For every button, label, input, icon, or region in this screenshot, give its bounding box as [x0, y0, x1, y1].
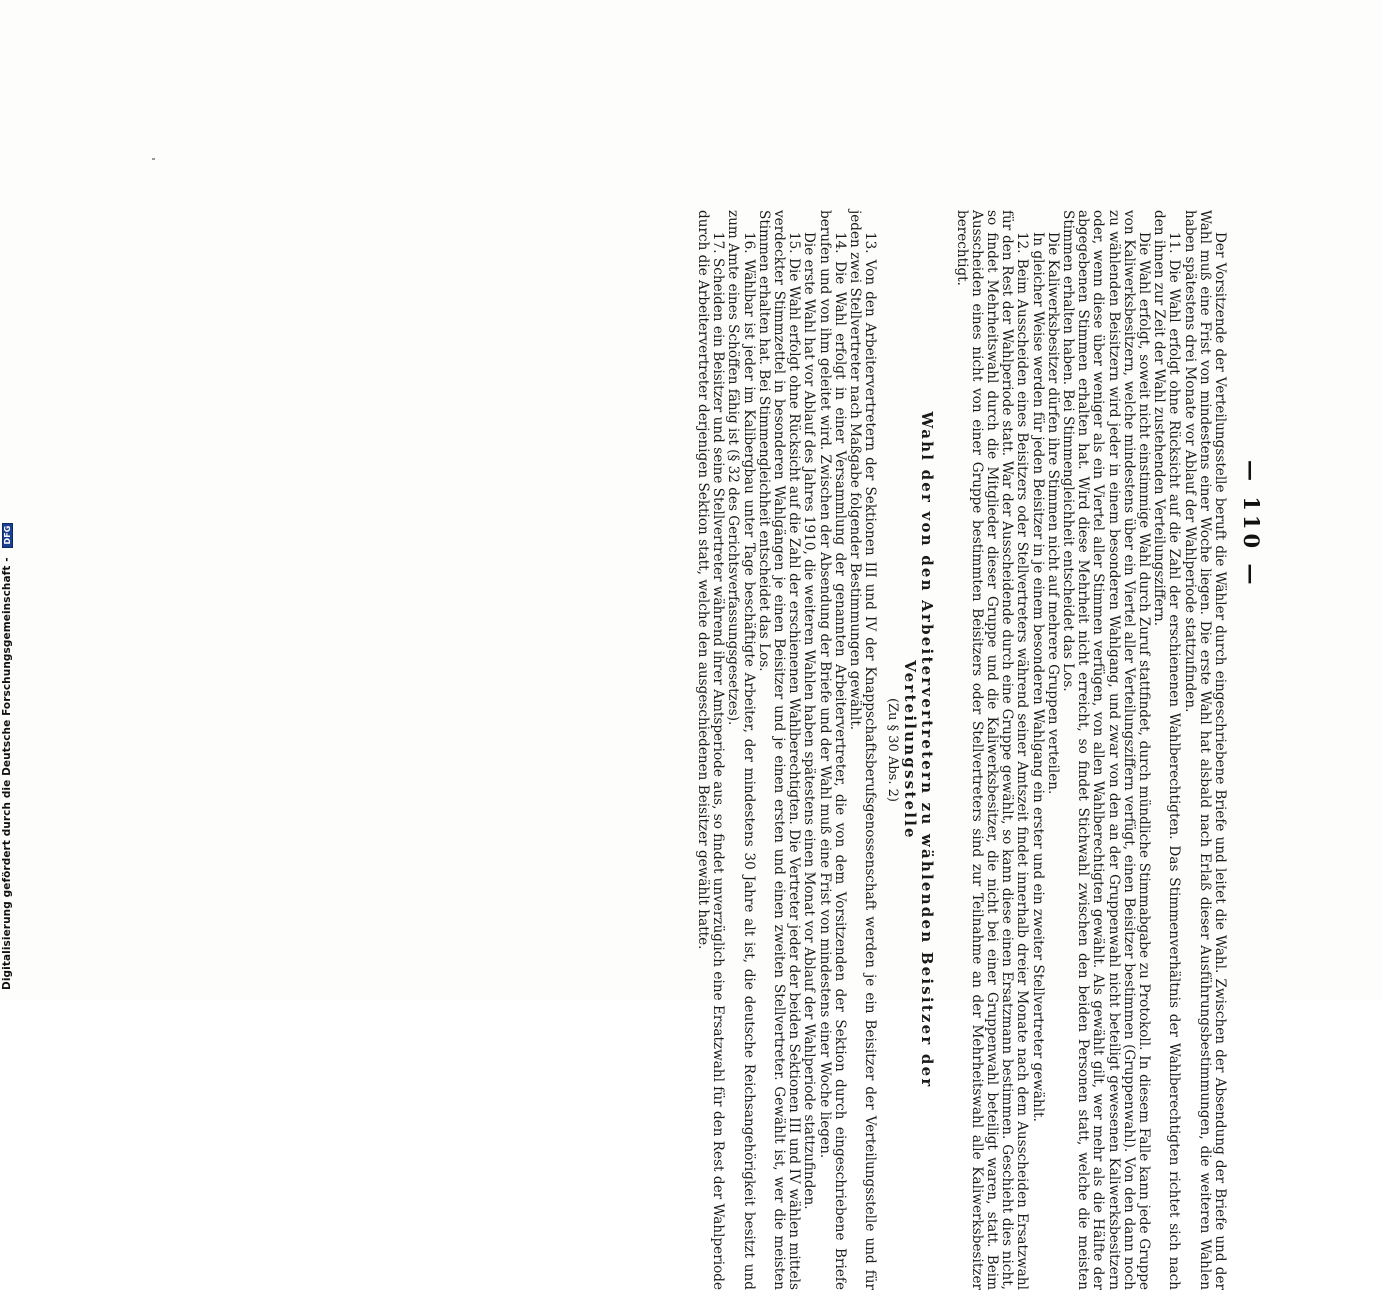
page-number: — 110 — [1239, 460, 1264, 589]
paragraph: 13. Von den Arbeitervertretern der Sektionen III und IV der Knappschaftsberufsgenossenschaft werden je ein Beisitzer der Verteilungsstelle und für jeden zwei Stellvertreter nach Maßgabe folgender Bestimmungen gewählt. [846, 210, 879, 1290]
paragraph: 15. Die Wahl erfolgt ohne Rücksicht auf die Zahl der erschienenen Wahlberechtigten. Die Vertreter jeder der beiden Sektionen III und IV wählen mittels verdeckter Stimmzettel in besonderen Wahlgängen je einen Beisitzer und je einen ersten und einen zweiten Stellvertreter. Gewählt ist, wer die meisten Stimmen erhalten hat. Bei Stimmengleichheit entscheidet das Los. [755, 210, 803, 1290]
rotated-page [135, 150, 1265, 1290]
paragraph: In gleicher Weise werden für jeden Beisitzer in je einem besonderen Wahlgang ein erster und ein zweiter Stellvertreter gewählt. [1029, 232, 1046, 1122]
paragraph: 14. Die Wahl erfolgt in einer Versammlung der genannten Arbeitervertreter, die von dem Vorsitzenden der Sektion durch eingeschriebene Briefe berufen und von ihm geleitet wird. Zwischen der Absendung der Briefe und der Wahl muß eine Frist von mindestens einer Woche liegen. [816, 210, 848, 1290]
dfg-logo: DFG [2, 523, 13, 548]
text-column [695, 210, 1227, 1290]
paragraph: Die erste Wahl hat vor Ablauf des Jahres 1910, die weiteren Wahlen haben spätestens einen Monat vor Ablauf der Wahlperiode stattzufinden. [801, 232, 818, 1210]
section-heading: Wahl der von den Arbeitervertretern zu wählenden Beisitzer der Verteilungsstelle [901, 411, 937, 1089]
paragraph: Der Vorsitzende der Verteilungsstelle beruft die Wähler durch eingeschriebene Briefe und leitet die Wahl. Zwischen der Absendung der Briefe und der Wahl muß eine Frist von mindestens einer Woche liegen. Die erste Wahl hat alsbald nach Erlaß dieser Ausführungsbestimmungen, die weiteren Wahlen haben spätestens drei Monate vor Ablauf der Wahlperiode stattzufinden. [1181, 210, 1228, 1290]
funding-note-text: Digitalisierung gefördert durch die Deutsche Forschungsgemeinschaft - [1, 557, 13, 990]
digitization-note [0, 0, 20, 1000]
page-body [135, 150, 1265, 1290]
section-reference: (Zu § 30 Abs. 2) [885, 698, 901, 802]
paragraph: 17. Scheiden ein Beisitzer und seine Stellvertreter während ihrer Amtsperiode aus, so findet unverzüglich eine Ersatzwahl für den Rest der Wahlperiode durch die Arbeitervertreter derjenigen Sektion statt, welche den ausgeschiedenen Beisitzer gewählt hatte. [694, 210, 727, 1290]
paragraph: 16. Wählbar ist jeder im Kalibergbau unter Tage beschäftigte Arbeiter, der mindestens 30 Jahre alt ist, die deutsche Reichsangehörigkeit besitzt und zum Amte eines Schöffen fähig ist (§ 32 des Gerichtsverfassungsgesetzes). [725, 210, 757, 1290]
paragraph: 11. Die Wahl erfolgt ohne Rücksicht auf die Zahl der erschienenen Wahlberechtigten. Das Stimmenverhältnis der Wahlberechtigten richtet sich nach den ihnen zur Zeit der Wahl zustehenden Verteilungsziffern. [1151, 210, 1183, 1290]
paragraph: Die Kaliwerksbesitzer dürfen ihre Stimmen nicht auf mehrere Gruppen verteilen. [1044, 232, 1061, 795]
paragraph: 12. Beim Ausscheiden eines Beisitzers oder Stellvertreters während seiner Amtszeit findet innerhalb dreier Monate nach dem Ausscheiden Ersatzwahl für den Rest der Wahlperiode statt. War der Ausscheidende durch eine Gruppe gewählt, so kann diese einen Ersatzmann bestimmen. Geschieht dies nicht, so findet Mehrheitswahl durch die Mitglieder dieser Gruppe und die Kaliwerksbesitzer, die nicht bei einer Gruppenwahl beteiligt waren, statt. Beim Ausscheiden eines nicht von einer Gruppe bestimmten Beisitzers oder Stellvertreters sind zur Teilnahme an der Mehrheitswahl alle Kaliwerksbesitzer berechtigt. [953, 210, 1031, 1290]
paragraph: Die Wahl erfolgt, soweit nicht einstimmige Wahl durch Zuruf stattfindet, durch mündliche Stimmabgabe zu Protokoll. In diesem Falle kann jede Gruppe von Kaliwerksbesitzern, welche mindestens über ein Viertel aller Verteilungsziffern verfügt, einen Beisitzer bestimmen (Gruppenwahl). Von den dann noch zu wählenden Beisitzern wird jeder in einem besonderen Wahlgang, und zwar von den an der Gruppenwahl nicht beteiligt gewesenen Kaliwerksbesitzern oder, wenn diese über weniger als ein Viertel aller Stimmen verfügen, von allen Wahlberechtigten gewählt. Als gewählt gilt, wer mehr als die Hälfte der abgegebenen Stimmen erhalten hat. Wird diese Mehrheit nicht erreicht, so findet Stichwahl zwischen den beiden Personen statt, welche die meisten Stimmen erhalten haben. Bei Stimmengleichheit entscheidet das Los. [1059, 210, 1152, 1290]
